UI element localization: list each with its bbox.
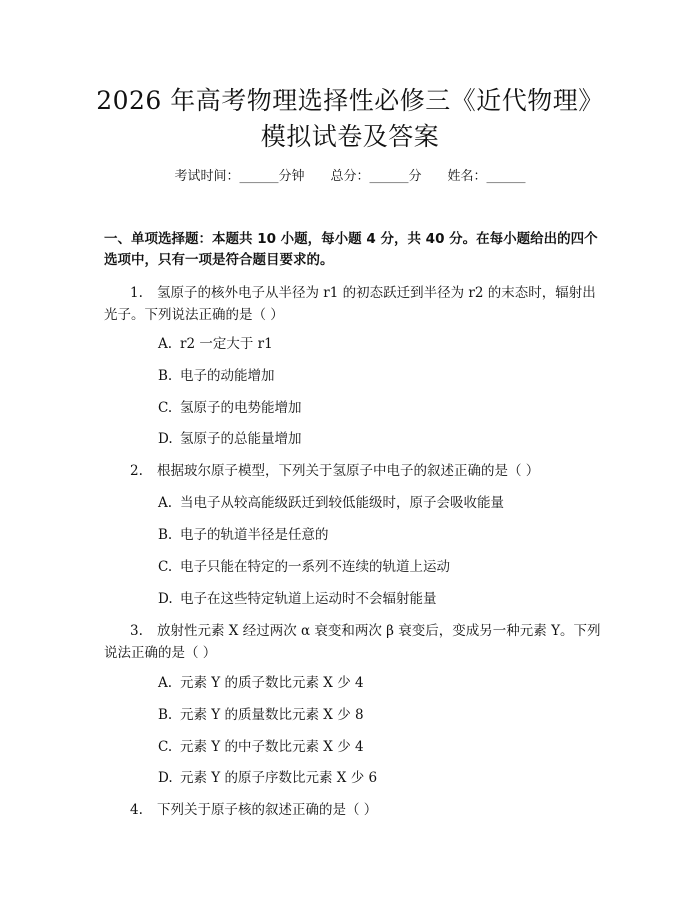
q2-option-a (158, 493, 598, 513)
option-letter: A. (158, 495, 173, 511)
exam-name-field: 姓名：______ (447, 169, 526, 184)
option-text: 电子的轨道半径是任意的 (180, 527, 329, 543)
q1-option-a (158, 334, 598, 354)
question-number: 4. (130, 802, 143, 818)
exam-score-field: 总分：______分 (330, 169, 422, 184)
option-letter: A. (158, 336, 173, 352)
q3-option-a (158, 673, 598, 693)
option-letter: B. (158, 368, 173, 384)
q3-option-c (158, 737, 598, 757)
option-text: 电子的动能增加 (180, 368, 275, 384)
q1-option-d (158, 429, 598, 449)
option-text: 电子只能在特定的一系列不连续的轨道上运动 (180, 559, 450, 575)
option-letter: B. (158, 527, 173, 543)
question-1 (104, 282, 604, 326)
section-heading: 一、单项选择题：本题共 10 小题，每小题 4 分，共 40 分。在每小题给出的四个选项中，只有一项是符合题目要求的。 (104, 231, 598, 268)
option-text: 氢原子的总能量增加 (180, 431, 302, 447)
option-letter: C. (158, 739, 173, 755)
question-number: 2. (130, 463, 143, 479)
q2-option-d (158, 589, 598, 609)
question-2 (104, 460, 604, 482)
q3-option-b (158, 705, 598, 725)
q1-option-c (158, 398, 598, 418)
option-letter: A. (158, 675, 173, 691)
q1-option-b (158, 366, 598, 386)
exam-time-field: 考试时间：______分钟 (174, 169, 305, 184)
question-number: 1. (130, 285, 143, 301)
question-4 (104, 799, 604, 821)
option-text: 电子在这些特定轨道上运动时不会辐射能量 (180, 591, 437, 607)
option-text: 元素 Y 的原子序数比元素 X 少 6 (180, 770, 378, 786)
exam-title-line-1: 2026 年高考物理选择性必修三《近代物理》 (96, 86, 604, 115)
option-letter: C. (158, 559, 173, 575)
exam-meta (0, 168, 700, 186)
exam-title-line-2: 模拟试卷及答案 (260, 122, 440, 151)
option-letter: D. (158, 770, 173, 786)
q3-option-d (158, 768, 598, 788)
option-text: r2 一定大于 r1 (180, 336, 273, 352)
option-letter: B. (158, 707, 173, 723)
option-letter: D. (158, 431, 173, 447)
question-stem: 下列关于原子核的叙述正确的是（ ） (157, 802, 378, 818)
option-letter: C. (158, 400, 173, 416)
q2-option-c (158, 557, 598, 577)
question-3 (104, 620, 604, 664)
question-stem: 氢原子的核外电子从半径为 r1 的初态跃迁到半径为 r2 的末态时，辐射出光子。下列说法正确的是（ ） (104, 285, 596, 323)
option-text: 元素 Y 的质量数比元素 X 少 8 (180, 707, 364, 723)
option-text: 当电子从较高能级跃迁到较低能级时，原子会吸收能量 (180, 495, 504, 511)
q2-option-b (158, 525, 598, 545)
option-letter: D. (158, 591, 173, 607)
option-text: 元素 Y 的质子数比元素 X 少 4 (180, 675, 364, 691)
question-stem: 根据玻尔原子模型，下列关于氢原子中电子的叙述正确的是（ ） (157, 463, 540, 479)
option-text: 氢原子的电势能增加 (180, 400, 302, 416)
option-text: 元素 Y 的中子数比元素 X 少 4 (180, 739, 364, 755)
question-number: 3. (130, 623, 143, 639)
question-stem: 放射性元素 X 经过两次 α 衰变和两次 β 衰变后，变成另一种元素 Y。下列说法正确的是（ ） (104, 623, 601, 661)
